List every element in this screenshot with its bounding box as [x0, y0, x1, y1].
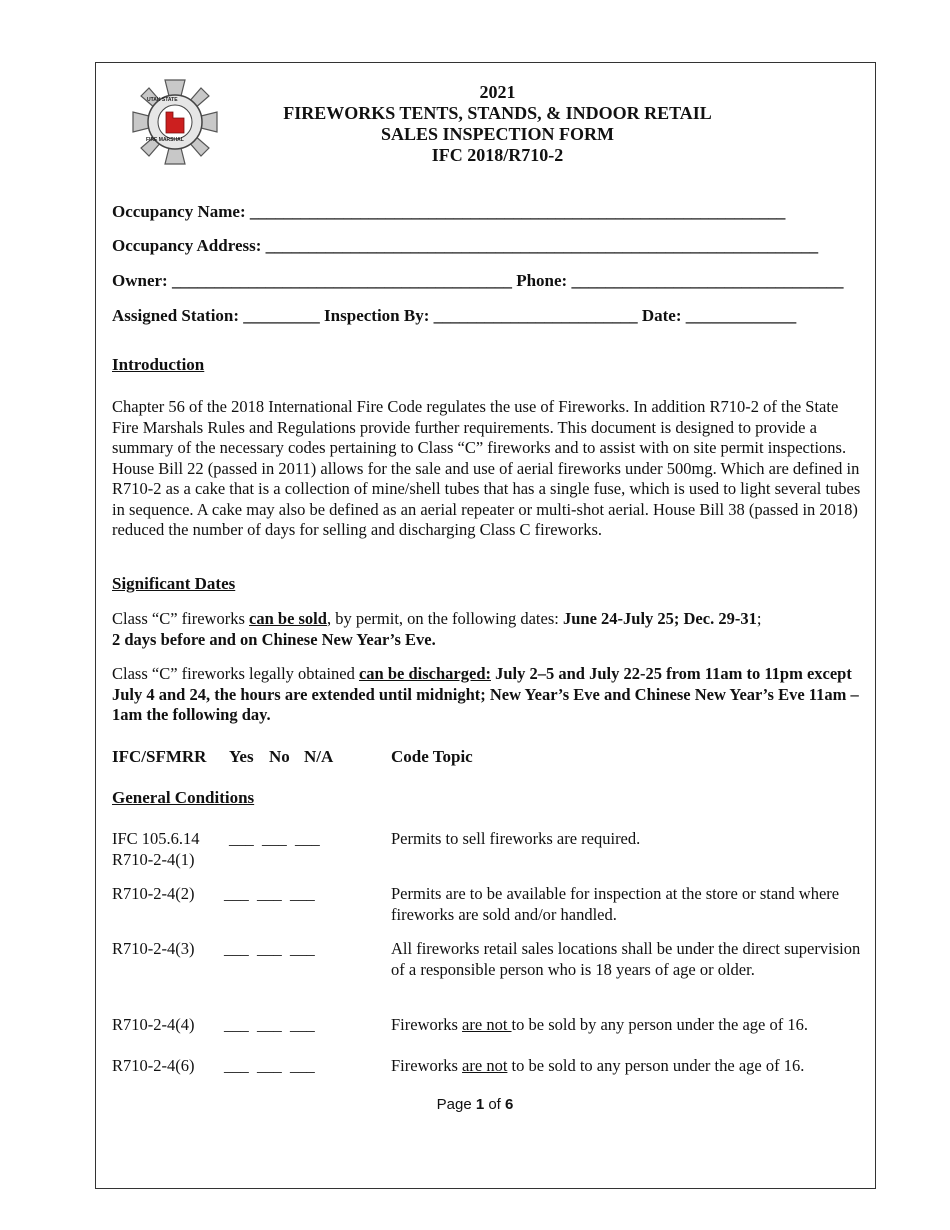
column-header-yes: Yes [229, 747, 254, 766]
form-year: 2021 [479, 82, 516, 102]
sale-dates-prefix: Class “C” fireworks [112, 609, 250, 628]
row-2-checkboxes[interactable]: ___ ___ ___ [224, 884, 315, 903]
form-header [260, 82, 735, 166]
row-4-topic: Fireworks are not to be sold by any person under the age of 16. [391, 1015, 808, 1034]
column-header-no: No [269, 747, 290, 766]
row-3-checkboxes[interactable]: ___ ___ ___ [224, 939, 315, 958]
occupancy-address-field[interactable]: Occupancy Address: _________________________________________________________________ [112, 236, 819, 255]
significant-dates-heading: Significant Dates [112, 574, 236, 593]
general-conditions-heading: General Conditions [112, 788, 255, 807]
row-3-code: R710-2-4(3) [112, 939, 195, 958]
fire-marshal-badge-logo [130, 78, 220, 166]
row-3-topic: All fireworks retail sales locations shall be under the direct supervision of a responsible person who is 18 years of age or older. [391, 939, 861, 979]
row-1-topic: Permits to sell fireworks are required. [391, 829, 641, 848]
row-4-code: R710-2-4(4) [112, 1015, 195, 1034]
column-header-code: IFC/SFMRR [112, 747, 207, 766]
logo-text-bottom: FIRE MARSHAL [146, 137, 184, 143]
form-title-line2: SALES INSPECTION FORM [380, 124, 615, 144]
row-4-checkboxes[interactable]: ___ ___ ___ [224, 1015, 315, 1034]
row-2-topic: Permits are to be available for inspection at the store or stand where fireworks are sold and/or handled. [391, 884, 840, 924]
discharge-dates-rest: July 2–5 and July 22-25 from 11am to 11pm except July 4 and 24, the hours are extended until midnight; New Year’s Eve and Chinese New Year’s Eve 11am – 1am the following day. [112, 664, 859, 724]
row-1-code: IFC 105.6.14 R710-2-4(1) [112, 829, 200, 869]
column-header-na: N/A [304, 747, 334, 766]
logo-text-top: UTAH STATE [147, 97, 178, 103]
can-be-sold-text: can be sold [249, 609, 327, 628]
discharge-prefix: Class “C” fireworks legally obtained [112, 664, 359, 683]
sale-dates-semicolon: ; [756, 609, 762, 628]
sale-dates-paragraph [112, 609, 864, 650]
column-header-topic: Code Topic [391, 747, 473, 766]
sale-dates-range: June 24-July 25; Dec. 29-31 [562, 609, 757, 628]
form-title-line1: FIREWORKS TENTS, STANDS, & INDOOR RETAIL [283, 103, 712, 123]
sale-dates-mid: , by permit, on the following dates: [326, 609, 563, 628]
row-5-topic: Fireworks are not to be sold to any person under the age of 16. [391, 1056, 805, 1075]
form-title-line3: IFC 2018/R710-2 [431, 145, 564, 165]
row-2-code: R710-2-4(2) [112, 884, 195, 903]
row-5-code: R710-2-4(6) [112, 1056, 195, 1075]
station-inspector-date-field[interactable]: Assigned Station: _________ Inspection By: ________________________ Date: _____________ [112, 306, 797, 325]
introduction-body: Chapter 56 of the 2018 International Fire Code regulates the use of Fireworks. In addition R710-2 of the State Fire Marshals Rules and Regulations provide further requirements. This document is designed to provide a summary of the necessary codes pertaining to Class “C” fireworks and to assist with on site permit inspections. House Bill 22 (passed in 2011) allows for the sale and use of aerial fireworks under 500mg. Which are defined in R710-2 as a cake that is a collection of mine/shell tubes that has a single fuse, which is used to light several tubes in sequence. A cake may also be defined as an aerial repeater or multi-shot aerial. House Bill 38 (passed in 2018) reduced the number of days for selling and discharging Class C fireworks. [112, 397, 861, 539]
sale-dates-chinese-new-year: 2 days before and on Chinese New Year’s Eve. [112, 629, 436, 649]
introduction-heading: Introduction [112, 355, 205, 374]
discharge-dates-paragraph [112, 664, 864, 726]
page-number: Page 1 of 6 [436, 1096, 514, 1113]
occupancy-name-field[interactable]: Occupancy Name: _______________________________________________________________ [112, 202, 786, 221]
row-5-checkboxes[interactable]: ___ ___ ___ [224, 1056, 315, 1075]
row-1-checkboxes[interactable]: ___ ___ ___ [229, 829, 320, 848]
owner-phone-field[interactable]: Owner: ________________________________________ Phone: ________________________________ [112, 271, 844, 290]
can-be-discharged-text: can be discharged: [358, 664, 491, 683]
